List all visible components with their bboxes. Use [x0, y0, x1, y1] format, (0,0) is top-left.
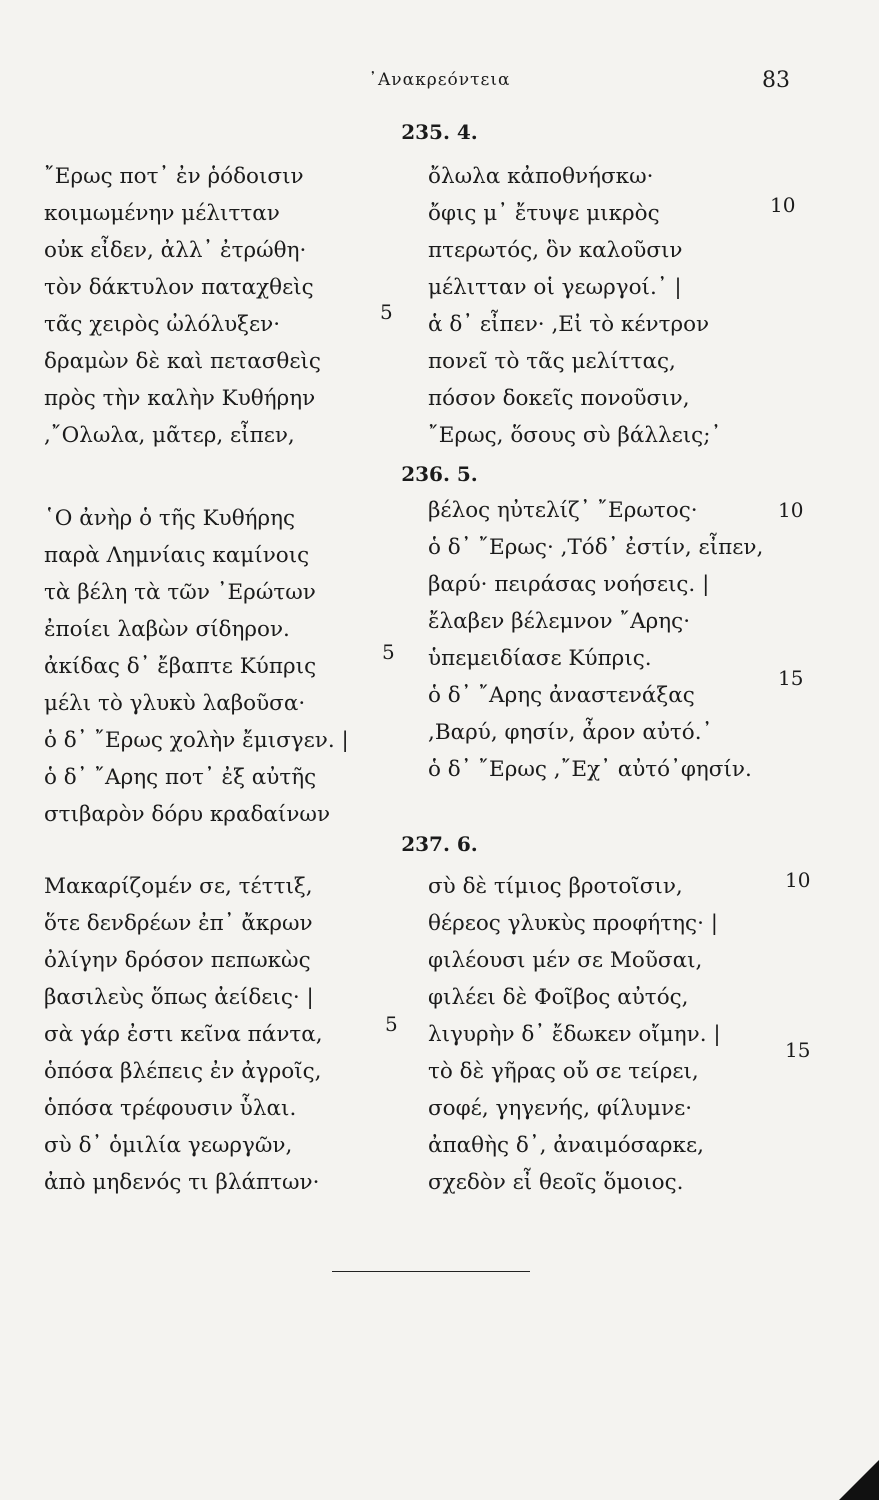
- verse-line: ἁ δ᾿ εἶπεν· ,Εἰ τὸ κέντρον: [428, 312, 710, 337]
- verse-line: φιλέει δὲ Φοῖβος αὐτός,: [428, 985, 689, 1010]
- line-number-marker: 15: [778, 666, 804, 690]
- verse-line: θέρεος γλυκὺς προφήτης· |: [428, 911, 718, 936]
- verse-line: πονεῖ τὸ τᾶς μελίττας,: [428, 349, 676, 374]
- verse-line: ὁ δ᾿ ῎Ερως χολὴν ἔμισγεν. |: [44, 728, 349, 753]
- running-title: ᾿Ανακρεόντεια: [368, 70, 511, 90]
- verse-line: τὸν δάκτυλον παταχθεὶς: [44, 275, 314, 300]
- verse-line: κοιμωμένην μέλιτταν: [44, 201, 280, 226]
- poem-heading-236: 236. 5.: [401, 462, 478, 486]
- poem-heading-237: 237. 6.: [401, 832, 478, 856]
- verse-line: μέλιτταν οἱ γεωργοί.᾿ |: [428, 275, 682, 300]
- scan-corner-artifact: [839, 1460, 879, 1500]
- poem-236-right-column: [428, 492, 763, 788]
- line-number-marker: 5: [382, 640, 395, 664]
- footnote-separator-rule: [332, 1271, 530, 1272]
- verse-line: τὸ δὲ γῆρας οὔ σε τείρει,: [428, 1059, 699, 1084]
- verse-line: ὄλωλα κἀποθνήσκω·: [428, 164, 654, 189]
- verse-line: ἀπαθὴς δ᾿, ἀναιμόσαρκε,: [428, 1133, 704, 1158]
- verse-line: ὀλίγην δρόσον πεπωκὼς: [44, 948, 311, 973]
- verse-line: πόσον δοκεῖς πονοῦσιν,: [428, 386, 690, 411]
- line-number-marker: 10: [770, 193, 796, 217]
- page-number: 83: [762, 68, 790, 93]
- verse-line: ἐποίει λαβὼν σίδηρον.: [44, 617, 290, 642]
- verse-line: λιγυρὴν δ᾿ ἔδωκεν οἴμην. |: [428, 1022, 721, 1047]
- poem-237-left-column: [44, 868, 323, 1201]
- verse-line: ὁ δ᾿ ῎Αρης ἀναστενάξας: [428, 683, 695, 708]
- verse-line: ῎Ερως ποτ᾿ ἐν ῥόδοισιν: [44, 164, 304, 189]
- verse-line: ἔλαβεν βέλεμνον ῎Αρης·: [428, 609, 691, 634]
- line-number-marker: 10: [778, 498, 804, 522]
- bleed-through-text: [300, 96, 306, 118]
- line-number-marker: 5: [380, 300, 393, 324]
- poem-237-right-column: [428, 868, 721, 1201]
- verse-line: τᾶς χειρὸς ὠλόλυξεν·: [44, 312, 281, 337]
- verse-line: ὅτε δενδρέων ἐπ᾿ ἄκρων: [44, 911, 313, 936]
- verse-line: βαρύ· πειράσας νοήσεις. |: [428, 572, 710, 597]
- verse-line: ὑπεμειδίασε Κύπρις.: [428, 646, 652, 671]
- verse-line: ὁ δ᾿ ῎Αρης ποτ᾿ ἐξ αὐτῆς: [44, 765, 317, 790]
- verse-line: τὰ βέλη τὰ τῶν ᾿Ερώτων: [44, 580, 316, 605]
- verse-line: ῾Ο ἀνὴρ ὁ τῆς Κυθήρης: [44, 506, 296, 531]
- verse-line: ἀπὸ μηδενός τι βλάπτων·: [44, 1170, 320, 1195]
- verse-line: ὁπόσα βλέπεις ἐν ἀγροῖς,: [44, 1059, 322, 1084]
- line-number-marker: 10: [785, 868, 811, 892]
- verse-line: πρὸς τὴν καλὴν Κυθήρην: [44, 386, 316, 411]
- poem-heading-235: 235. 4.: [401, 120, 478, 144]
- verse-line: ,῎Ολωλα, μᾶτερ, εἶπεν,: [44, 423, 295, 448]
- verse-line: σοφέ, γηγενής, φίλυμνε·: [428, 1096, 693, 1121]
- poem-236-left-column: [44, 500, 349, 833]
- verse-line: φιλέουσι μέν σε Μοῦσαι,: [428, 948, 703, 973]
- line-number-marker: 5: [385, 1012, 398, 1036]
- verse-line: σὰ γάρ ἐστι κεῖνα πάντα,: [44, 1022, 323, 1047]
- verse-line: ὁ δ᾿ ῎Ερως· ,Τόδ᾿ ἐστίν, εἶπεν,: [428, 535, 764, 560]
- verse-line: μέλι τὸ γλυκὺ λαβοῦσα·: [44, 691, 306, 716]
- verse-line: δραμὼν δὲ καὶ πετασθεὶς: [44, 349, 321, 374]
- verse-line: ὁπόσα τρέφουσιν ὗλαι.: [44, 1096, 297, 1121]
- verse-line: ,Βαρύ, φησίν, ἆρον αὐτό.᾿: [428, 720, 713, 745]
- verse-line: ῎Ερως, ὅσους σὺ βάλλεις;᾿: [428, 423, 722, 448]
- verse-line: στιβαρὸν δόρυ κραδαίνων: [44, 802, 331, 827]
- verse-line: βασιλεὺς ὅπως ἀείδεις· |: [44, 985, 314, 1010]
- verse-line: βέλος ηὐτελίζ᾿ ῎Ερωτος·: [428, 498, 698, 523]
- poem-235-left-column: [44, 158, 321, 454]
- verse-line: Μακαρίζομέν σε, τέττιξ,: [44, 874, 313, 899]
- line-number-marker: 15: [785, 1038, 811, 1062]
- poem-235-right-column: [428, 158, 721, 454]
- verse-line: σὺ δὲ τίμιος βροτοῖσιν,: [428, 874, 683, 899]
- verse-line: οὐκ εἶδεν, ἀλλ᾿ ἐτρώθη·: [44, 238, 307, 263]
- verse-line: σχεδὸν εἶ θεοῖς ὅμοιος.: [428, 1170, 684, 1195]
- verse-line: παρὰ Λημνίαις καμίνοις: [44, 543, 310, 568]
- verse-line: σὺ δ᾿ ὁμιλία γεωργῶν,: [44, 1133, 293, 1158]
- verse-line: ἀκίδας δ᾿ ἔβαπτε Κύπρις: [44, 654, 317, 679]
- verse-line: ὄφις μ᾿ ἔτυψε μικρὸς: [428, 201, 660, 226]
- verse-line: ὁ δ᾿ ῎Ερως ,῎Εχ᾿ αὐτό᾿φησίν.: [428, 757, 752, 782]
- verse-line: πτερωτός, ὃν καλοῦσιν: [428, 238, 683, 263]
